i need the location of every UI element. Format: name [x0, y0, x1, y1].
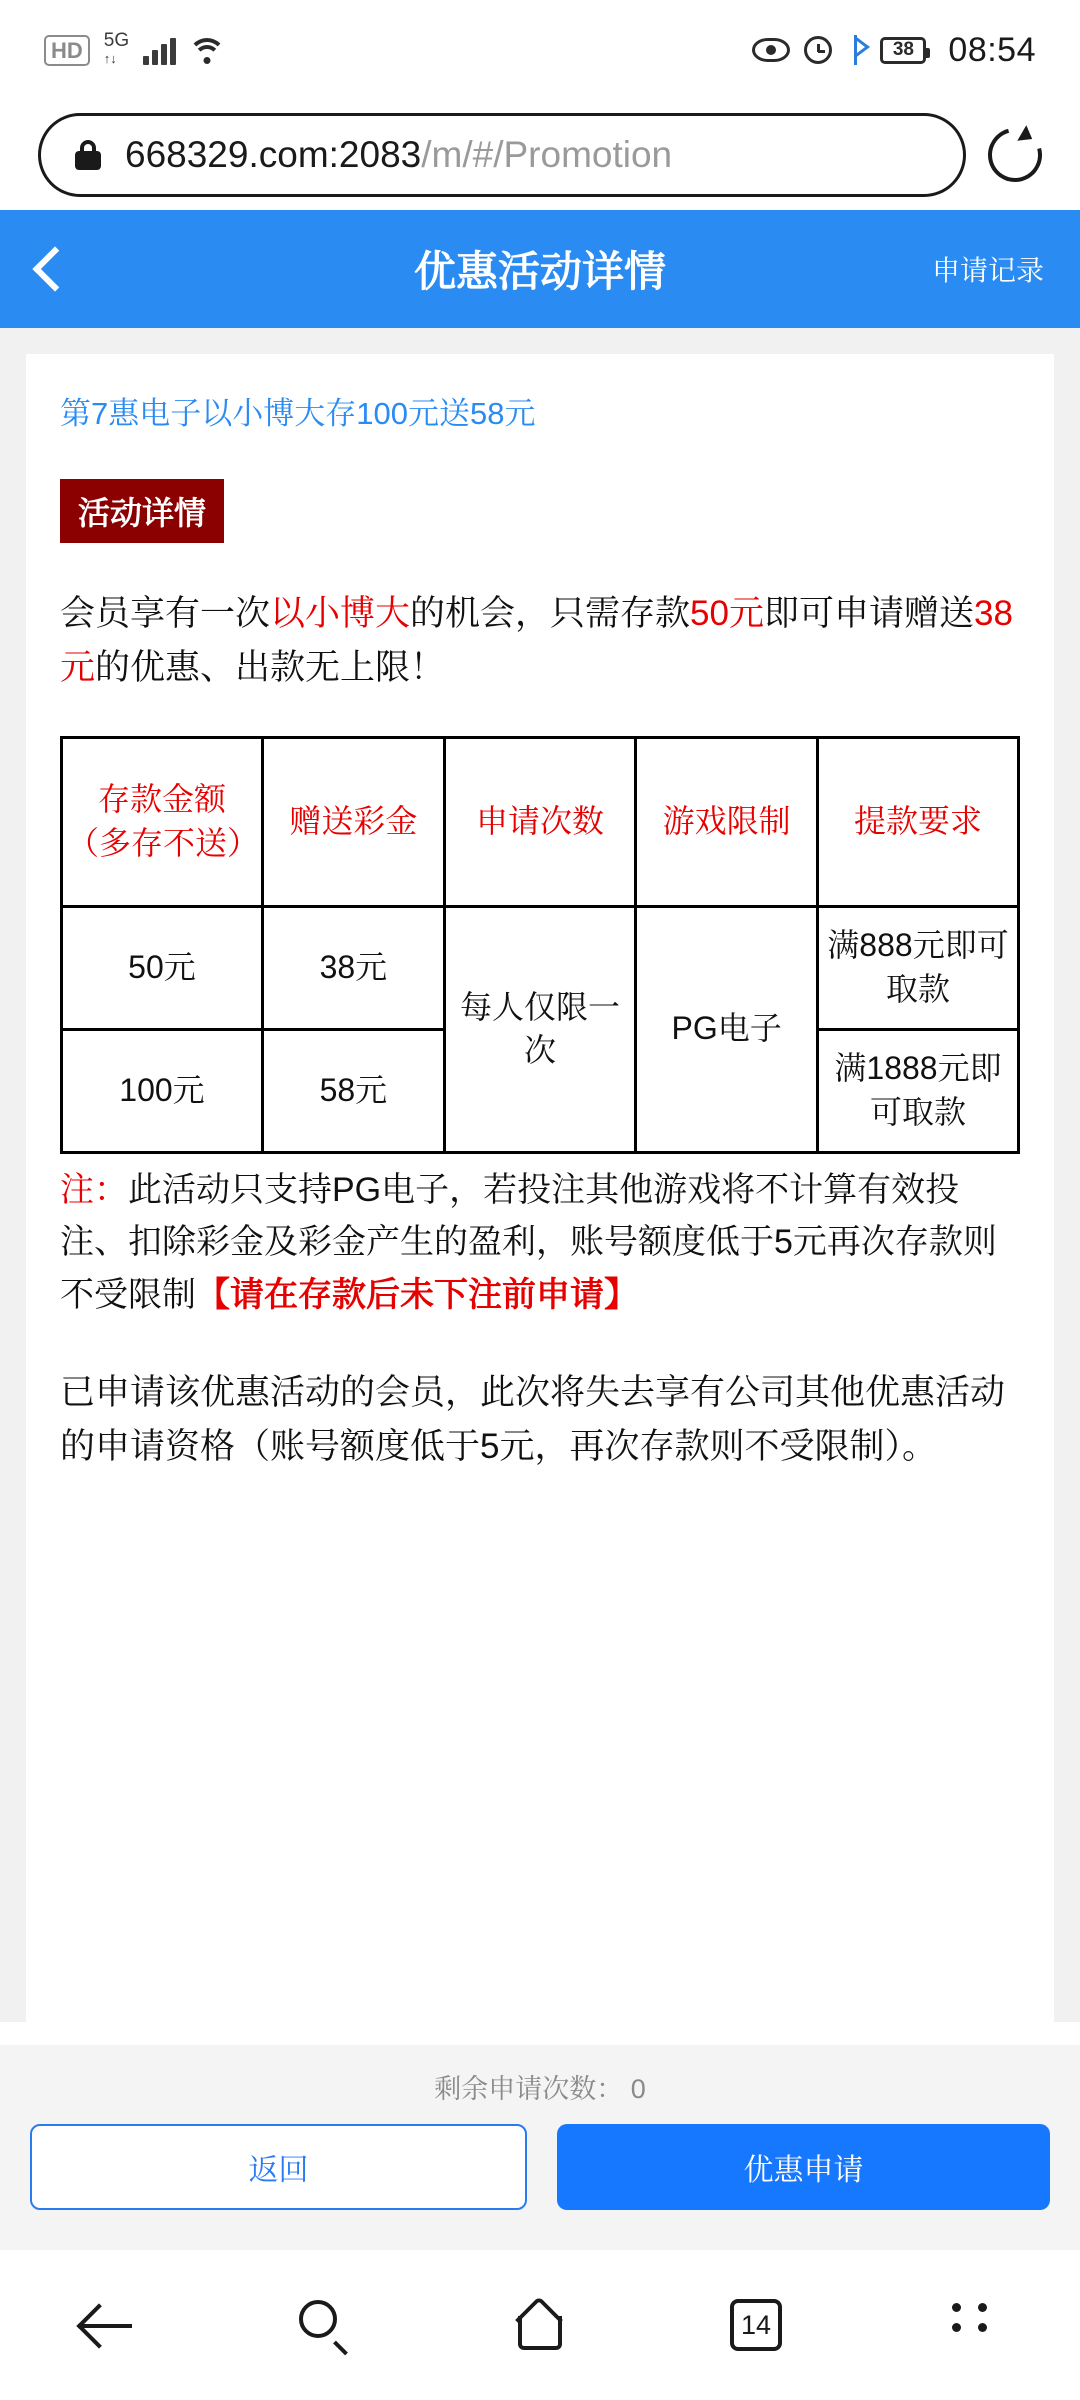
nav-search-button[interactable]: [264, 2280, 384, 2370]
url-bar[interactable]: [38, 113, 966, 197]
network-type-label: 5G: [103, 30, 130, 51]
reload-icon[interactable]: [988, 128, 1042, 182]
page-body: [0, 328, 1080, 2022]
network-traffic-label: ↑↓: [103, 51, 117, 66]
lock-icon: [75, 140, 101, 170]
signal-bars-icon: [143, 35, 176, 65]
promotion-note: [60, 1164, 1020, 1322]
table-header-withdraw: 提款要求: [818, 737, 1019, 906]
button-row: [0, 2124, 1080, 2240]
note-highlight: 【请在存款后未下注前申请】: [196, 1275, 638, 1314]
table-row: [62, 906, 1019, 1029]
cell-deposit-2: 100元: [62, 1029, 263, 1152]
url-domain: 668329.com:2083: [125, 134, 422, 175]
status-bar-right: [752, 31, 1036, 70]
footer-actions: [0, 2045, 1080, 2250]
browser-toolbar: [0, 100, 1080, 210]
cell-times: 每人仅限一次: [444, 906, 635, 1152]
nav-back-button[interactable]: [48, 2280, 168, 2370]
bluetooth-icon: [846, 35, 866, 65]
browser-navigation-bar: [0, 2250, 1080, 2400]
battery-icon: [880, 37, 926, 64]
url-text: [125, 134, 672, 176]
status-bar-left: [44, 32, 224, 68]
battery-level-label: 38: [892, 39, 914, 60]
page-title: 优惠活动详情: [413, 248, 666, 295]
cell-bonus-2: 58元: [262, 1029, 444, 1152]
back-button-footer[interactable]: 返回: [30, 2124, 527, 2210]
apply-promotion-button[interactable]: 优惠申请: [557, 2124, 1050, 2210]
nav-home-button[interactable]: [480, 2280, 600, 2370]
intro-part-3: 即可申请赠送: [763, 594, 974, 633]
status-bar: [0, 0, 1080, 100]
table-header-game: 游戏限制: [636, 737, 818, 906]
back-button[interactable]: [0, 210, 110, 328]
remaining-value: 0: [630, 2074, 646, 2104]
eye-comfort-icon: [752, 38, 790, 62]
home-icon: [513, 2300, 567, 2350]
table-header-bonus: 赠送彩金: [262, 737, 444, 906]
section-tag-detail: 活动详情: [60, 479, 224, 543]
cell-withdraw-1: 满888元即可取款: [818, 906, 1019, 1029]
application-records-link[interactable]: 申请记录: [931, 255, 1044, 286]
cell-deposit-1: 50元: [62, 906, 263, 1029]
network-type-icon: [104, 32, 129, 68]
promotion-intro: [60, 587, 1020, 696]
intro-part-4: 的优惠、出款无上限！: [95, 648, 446, 688]
intro-highlight-3: 38元: [60, 594, 1013, 688]
intro-highlight-1: 以小博大: [270, 594, 411, 633]
alarm-icon: [804, 36, 832, 64]
hd-icon: HD: [44, 35, 90, 66]
menu-dots-icon: [952, 2303, 992, 2347]
table-header-times: 申请次数: [444, 737, 635, 906]
app-header: [0, 210, 1080, 328]
note-lead: 注：: [60, 1170, 128, 1209]
url-path: /m/#/Promotion: [421, 134, 673, 175]
promotion-table: [60, 736, 1020, 1154]
cell-game: PG电子: [636, 906, 818, 1152]
intro-part-2: 的机会，只需存款: [410, 594, 691, 633]
clock-label: 08:54: [948, 30, 1036, 69]
tabs-count-icon: 14: [730, 2299, 782, 2351]
promotion-tail: 已申请该优惠活动的会员，此次将失去享有公司其他优惠活动的申请资格（账号额度低于5元，再次存款则不受限制）。: [60, 1372, 1006, 1466]
cell-bonus-1: 38元: [262, 906, 444, 1029]
wifi-icon: [190, 36, 224, 64]
search-icon: [299, 2300, 349, 2350]
remaining-label: 剩余申请次数：: [434, 2074, 624, 2104]
arrow-back-icon: [82, 2299, 134, 2351]
intro-part-1: 会员享有一次: [60, 594, 271, 633]
note-body: 此活动只支持PG电子，若投注其他游戏将不计算有效投注、扣除彩金及彩金产生的盈利，账号额度低于5元再次存款则不受限制: [60, 1170, 997, 1314]
cell-withdraw-2: 满1888元即可取款: [818, 1029, 1019, 1152]
remaining-applications: [0, 2045, 1080, 2124]
table-header-deposit: 存款金额（多存不送）: [62, 737, 263, 906]
promotion-card: [26, 354, 1054, 2022]
promotion-title[interactable]: 第7惠电子以小博大存100元送58元: [60, 396, 536, 431]
back-chevron-icon: [32, 246, 77, 291]
nav-tabs-button[interactable]: [696, 2280, 816, 2370]
intro-highlight-2: 50元: [690, 594, 764, 633]
nav-menu-button[interactable]: [912, 2280, 1032, 2370]
